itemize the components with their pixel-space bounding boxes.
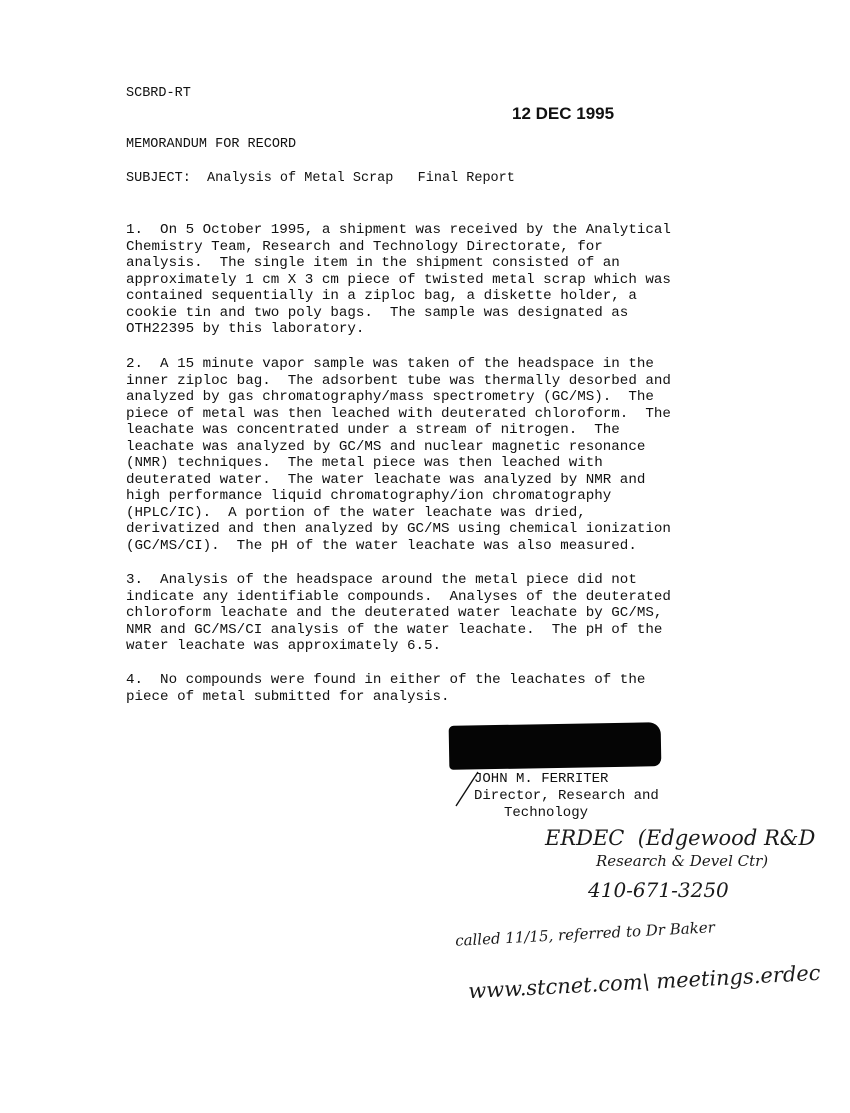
subject-line: SUBJECT: Analysis of Metal Scrap Final Report [126,171,515,186]
paragraph-3-line: indicate any identifiable compounds. Analyses of the deuterated [126,588,671,605]
paragraph-2-line: inner ziploc bag. The adsorbent tube was thermally desorbed and [126,372,671,389]
signatory-title: Technology [504,805,589,821]
paragraph-3-line: water leachate was approximately 6.5. [126,638,442,654]
redaction-block [449,722,662,770]
paragraph-4-line: piece of metal submitted for analysis. [126,688,450,705]
paragraph-2-line: analyzed by gas chromatography/mass spectrometry (GC/MS). The [126,389,654,405]
paragraph-2-line: high performance liquid chromatography/ion chromatography [126,488,612,504]
handwritten-note: called 11/15, referred to Dr Baker [454,918,716,950]
paragraph-1-line: cookie tin and two poly bags. The sample was designated as [126,304,629,321]
paragraph-1-line: OTH22395 by this laboratory. [126,321,365,337]
paragraph-3-line: chloroform leachate and the deuterated water leachate by GC/MS, [126,605,663,621]
signatory-title: Director, Research and [474,788,659,804]
paragraph-3-line: 3. Analysis of the headspace around the metal piece did not [126,572,637,588]
handwritten-note: Research & Devel Ctr) [596,852,769,870]
paragraph-2-line: 2. A 15 minute vapor sample was taken of the headspace in the [126,356,654,372]
paragraph-1-line: contained sequentially in a ziploc bag, a diskette holder, a [126,288,637,304]
date-stamp: 12 DEC 1995 [512,104,615,123]
paragraph-2-line: piece of metal was then leached with deuterated chloroform. The [126,405,671,422]
office-symbol: SCBRD-RT [126,86,191,101]
handwritten-note: ERDEC (Edgewood R&D [545,826,816,850]
paragraph-4-line: 4. No compounds were found in either of the leachates of the [126,672,646,688]
paragraph-1-line: analysis. The single item in the shipment consisted of an [126,255,620,271]
paragraph-2-line: (HPLC/IC). A portion of the water leachate was dried, [126,504,586,521]
paragraph-2-line: leachate was analyzed by GC/MS and nuclear magnetic resonance [126,438,646,455]
paragraph-2-line: derivatized and then analyzed by GC/MS using chemical ionization [126,521,671,537]
memo-type: MEMORANDUM FOR RECORD [126,137,297,152]
paragraph-1-line: approximately 1 cm X 3 cm piece of twisted metal scrap which was [126,271,671,288]
handwritten-note: 410-671-3250 [588,878,729,902]
paragraph-3-line: NMR and GC/MS/CI analysis of the water leachate. The pH of the [126,621,663,638]
paragraph-2-line: leachate was concentrated under a stream of nitrogen. The [126,422,620,438]
handwritten-note: www.stcnet.com\ meetings.erdec [467,960,822,1004]
paragraph-1-line: 1. On 5 October 1995, a shipment was received by the Analytical [126,222,671,238]
signatory-name: JOHN M. FERRITER [474,771,609,787]
paragraph-2-line: deuterated water. The water leachate was analyzed by NMR and [126,471,646,488]
paragraph-1-line: Chemistry Team, Research and Technology Directorate, for [126,238,603,255]
paragraph-2-line: (GC/MS/CI). The pH of the water leachate was also measured. [126,537,637,554]
paragraph-2-line: (NMR) techniques. The metal piece was then leached with [126,455,603,471]
